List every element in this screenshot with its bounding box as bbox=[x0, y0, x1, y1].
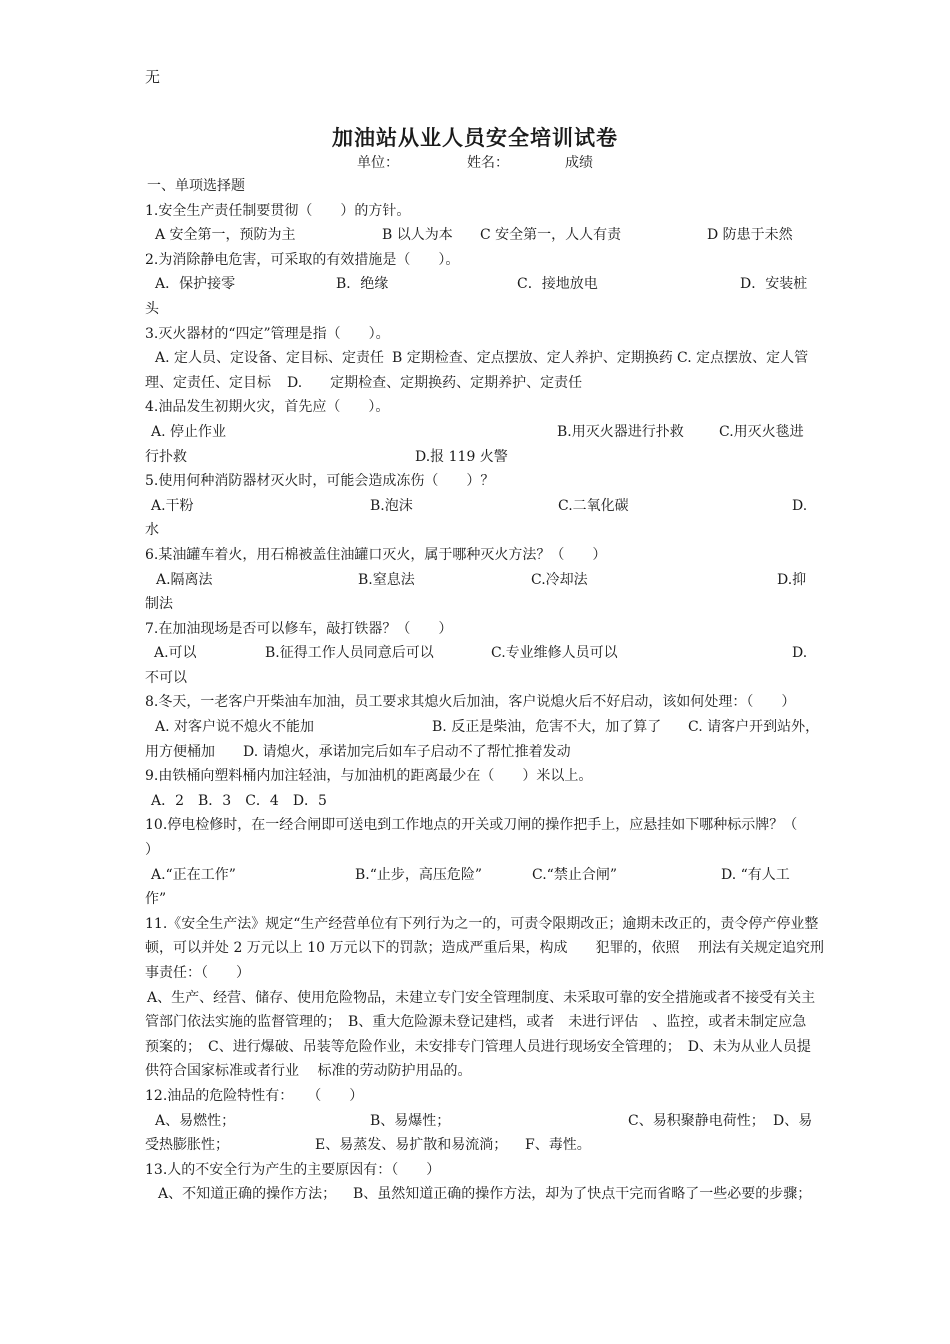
option-c: C．接地放电 bbox=[517, 276, 598, 293]
option-b: B 定期检查、定点摆放、定人养护、定期换药 bbox=[392, 350, 673, 367]
question-12-options-cont bbox=[145, 1133, 810, 1158]
score-label: 成绩 bbox=[565, 155, 593, 171]
question-11-options-3 bbox=[145, 1035, 810, 1060]
question-text: 1.安全生产责任制要贯彻（ ）的方针。 bbox=[145, 202, 411, 219]
option-d: D.报 119 火警 bbox=[415, 448, 508, 465]
option-c-cont: 理、定责任、定目标 bbox=[145, 374, 271, 391]
option-text: 管部门依法实施的监督管理的； B、重大危险源未登记建档，或者 未进行评估 、监控，或者未制定应急 bbox=[145, 1014, 807, 1031]
question-2-options bbox=[145, 272, 810, 297]
option-a: A 安全第一，预防为主 bbox=[155, 227, 296, 244]
option-b: B 以人为本 bbox=[382, 227, 453, 244]
question-7-options bbox=[145, 641, 810, 666]
question-text: 4.油品发生初期火灾，首先应（ ）。 bbox=[145, 399, 390, 416]
question-text: 3.灭火器材的“四定”管理是指（ ）。 bbox=[145, 325, 390, 342]
question-text: 事责任：（ ） bbox=[145, 965, 250, 981]
option-c: C 安全第一，人人有责 bbox=[480, 227, 622, 244]
page-title: 加油站从业人员安全培训试卷 bbox=[332, 125, 618, 150]
question-6-stem bbox=[145, 543, 810, 568]
question-3-stem bbox=[145, 322, 810, 347]
section-title: 一、单项选择题 bbox=[147, 178, 245, 194]
name-label: 姓名： bbox=[467, 155, 509, 171]
option-a: A、不知道正确的操作方法； bbox=[158, 1186, 337, 1203]
question-7-stem bbox=[145, 617, 810, 642]
question-4-options bbox=[145, 420, 810, 445]
question-6-options bbox=[145, 568, 810, 593]
question-12-options bbox=[145, 1109, 813, 1134]
option-a: A、易燃性； bbox=[155, 1112, 236, 1129]
question-11-options-4 bbox=[145, 1059, 810, 1084]
option-d: D 防患于未然 bbox=[707, 227, 793, 244]
question-11-stem-2 bbox=[145, 936, 824, 961]
option-e: E、易蒸发、易扩散和易流淌； bbox=[315, 1137, 508, 1154]
question-11-options-1 bbox=[145, 986, 816, 1011]
question-10-stem-cont bbox=[145, 838, 810, 863]
question-text: 顿，可以并处 2 万元以上 10 万元以下的罚款；造成严重后果，构成 犯罪的，依照 刑法有关规定追究刑 bbox=[145, 940, 824, 957]
option-d: D．安装桩 bbox=[740, 276, 808, 293]
question-10-stem bbox=[145, 813, 810, 838]
option-text: 供符合国家标准或者行业 标准的劳动防护用品的。 bbox=[145, 1063, 472, 1080]
header-mark: 无 bbox=[145, 68, 161, 86]
question-13-options bbox=[145, 1182, 810, 1207]
question-8-options bbox=[145, 715, 820, 740]
option-a: A. 定人员、定设备、定目标、定责任 bbox=[155, 350, 385, 367]
option-d-cont: 作” bbox=[145, 891, 167, 908]
question-3-options bbox=[145, 346, 810, 371]
question-8-stem bbox=[145, 690, 810, 715]
question-text: 9.由铁桶向塑料桶内加注轻油，与加油机的距离最少在（ ）米以上。 bbox=[145, 768, 593, 785]
option-c: C.用灭火毯进 bbox=[719, 423, 804, 440]
exam-body bbox=[145, 174, 824, 1207]
question-3-options-cont bbox=[145, 371, 810, 396]
option-c: C.“禁止合闸” bbox=[532, 866, 617, 883]
option-text: A、生产、经营、储存、使用危险物品，未建立专门安全管理制度、未采取可靠的安全措施或者不接受有关主 bbox=[147, 989, 816, 1006]
option-a: A．保护接零 bbox=[155, 276, 236, 293]
option-c: C. 定点摆放、定人管 bbox=[677, 350, 809, 367]
question-1-stem bbox=[145, 199, 810, 224]
option-c: C.冷却法 bbox=[531, 571, 588, 588]
option-b: B．绝缘 bbox=[336, 276, 389, 293]
option-a: A.“正在工作” bbox=[151, 866, 236, 883]
options-inline: A．2 B．3 C．4 D．5 bbox=[151, 792, 327, 809]
question-11-stem-3 bbox=[145, 961, 810, 986]
option-c: C、易积聚静电荷性； bbox=[628, 1112, 765, 1129]
unit-label: 单位： bbox=[357, 155, 399, 171]
option-b: B.征得工作人员同意后可以 bbox=[265, 645, 434, 662]
option-b: B、易爆性； bbox=[370, 1112, 451, 1129]
option-d-cont: 头 bbox=[145, 300, 159, 317]
question-text: 8.冬天，一老客户开柴油车加油，员工要求其熄火后加油，客户说熄火后不好启动，该如何处理：（ ） bbox=[145, 694, 796, 711]
question-9-options bbox=[145, 789, 810, 814]
question-10-options bbox=[145, 863, 810, 888]
question-4-options-cont bbox=[145, 445, 810, 470]
option-b: B、虽然知道正确的操作方法，却为了快点干完而省略了一些必要的步骤； bbox=[353, 1186, 812, 1203]
option-a: A.隔离法 bbox=[156, 571, 213, 588]
option-d: D. bbox=[792, 645, 808, 662]
question-text-cont: ） bbox=[145, 842, 159, 859]
question-text: 12.油品的危险特性有： （ ） bbox=[145, 1087, 364, 1104]
option-a: A. 停止作业 bbox=[151, 423, 227, 440]
option-c-cont: 用方便桶加 bbox=[145, 743, 215, 760]
option-c: C.专业维修人员可以 bbox=[491, 645, 618, 662]
question-10-options-cont bbox=[145, 887, 810, 912]
question-12-stem bbox=[145, 1084, 810, 1109]
question-2-stem bbox=[145, 248, 810, 273]
question-text: 13.人的不安全行为产生的主要原因有：（ ） bbox=[145, 1161, 441, 1178]
option-c-cont: 行扑救 bbox=[145, 448, 187, 465]
option-d: D. 请熄火，承诺加完后如车子启动不了帮忙推着发动 bbox=[243, 743, 571, 760]
question-2-options-cont bbox=[145, 297, 810, 322]
option-d-cont: 水 bbox=[145, 522, 159, 539]
question-7-options-cont bbox=[145, 666, 810, 691]
option-d-cont: 受热膨胀性； bbox=[145, 1137, 229, 1154]
option-b: B.泡沫 bbox=[370, 497, 413, 514]
option-a: A.干粉 bbox=[151, 497, 194, 514]
question-1-options bbox=[145, 223, 810, 248]
question-text: 11.《安全生产法》规定“生产经营单位有下列行为之一的，可责令限期改正；逾期未改正的，责令停产停业整 bbox=[145, 915, 819, 932]
option-d-cont: 制法 bbox=[145, 596, 173, 613]
option-b: B.用灭火器进行扑救 bbox=[557, 423, 684, 440]
question-5-options bbox=[145, 494, 810, 519]
option-d: D、易 bbox=[773, 1112, 813, 1129]
option-text: 预案的； C、进行爆破、吊装等危险作业，未安排专门管理人员进行现场安全管理的； D、未为从业人员提 bbox=[145, 1038, 811, 1055]
option-f: F、毒性。 bbox=[525, 1137, 591, 1154]
option-a: A.可以 bbox=[154, 645, 197, 662]
question-text: 2.为消除静电危害，可采取的有效措施是（ ）。 bbox=[145, 251, 460, 268]
question-11-stem bbox=[145, 912, 819, 937]
question-11-options-2 bbox=[145, 1010, 810, 1035]
option-a: A. 对客户说不熄火不能加 bbox=[155, 719, 315, 736]
option-d: D. bbox=[792, 497, 808, 514]
option-d: D.抑 bbox=[777, 571, 807, 588]
question-13-stem bbox=[145, 1158, 810, 1183]
option-c: C. 请客户开到站外， bbox=[688, 719, 820, 736]
option-b: B. 反正是柴油，危害不大，加了算了 bbox=[432, 719, 662, 736]
question-text: 10.停电检修时，在一经合闸即可送电到工作地点的开关或刀闸的操作把手上，应悬挂如下哪种标示牌？（ bbox=[145, 817, 798, 834]
section-heading bbox=[145, 174, 810, 199]
question-text: 6.某油罐车着火，用石棉被盖住油罐口灭火，属于哪种灭火方法？（ ） bbox=[145, 546, 607, 563]
option-d-cont: 不可以 bbox=[145, 669, 187, 686]
question-8-options-cont bbox=[145, 740, 810, 765]
option-d: D. “有人工 bbox=[721, 866, 790, 883]
question-5-stem bbox=[145, 469, 810, 494]
option-c: C.二氧化碳 bbox=[558, 497, 629, 514]
option-d: D. 定期检查、定期换药、定期养护、定责任 bbox=[287, 374, 583, 391]
question-6-options-cont bbox=[145, 592, 810, 617]
option-b: B.窒息法 bbox=[358, 571, 415, 588]
question-text: 5.使用何种消防器材灭火时，可能会造成冻伤（ ）？ bbox=[145, 473, 495, 490]
option-b: B.“止步，高压危险” bbox=[355, 866, 483, 883]
question-5-options-cont bbox=[145, 518, 810, 543]
question-text: 7.在加油现场是否可以修车，敲打铁器？（ ） bbox=[145, 620, 453, 637]
question-4-stem bbox=[145, 395, 810, 420]
question-9-stem bbox=[145, 764, 810, 789]
